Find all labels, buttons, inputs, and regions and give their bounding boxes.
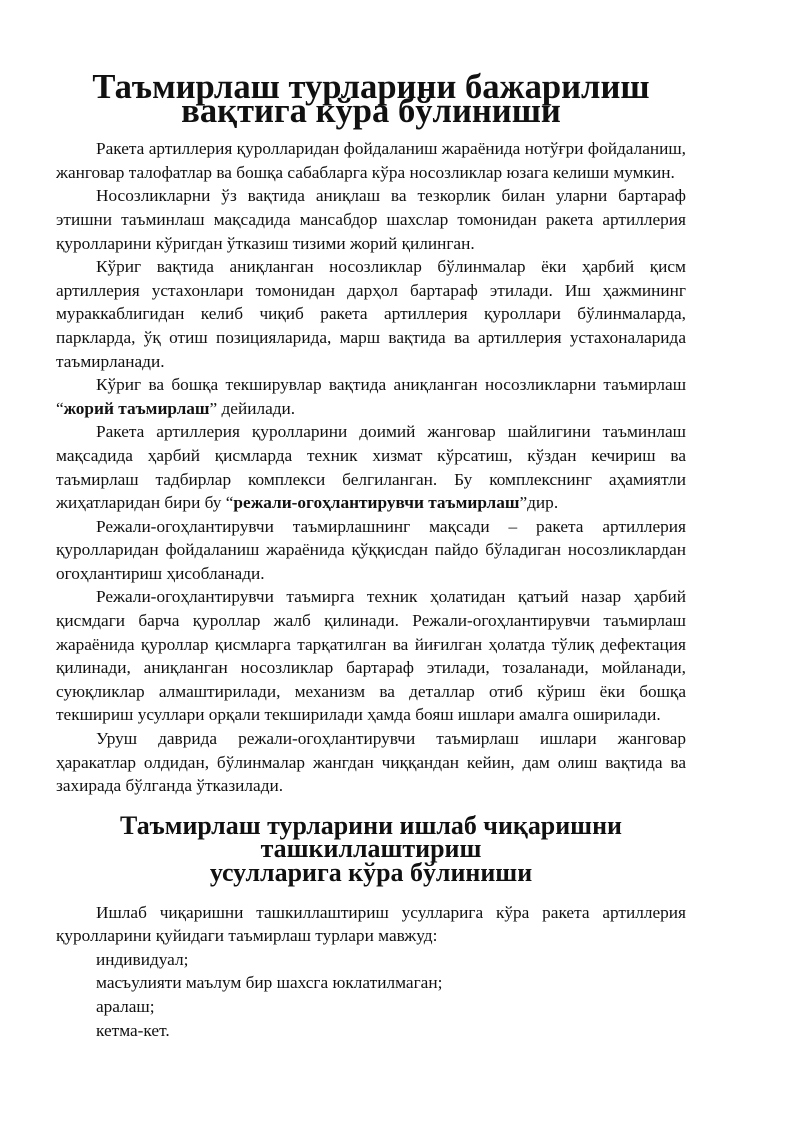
paragraph-1: Ракета артиллерия қуролларидан фойдаланиш жараёнида нотўғри фойдаланиш, жанговар талофатлар ва бошқа сабабларга кўра носозликлар юзага келиши мумкин. (56, 139, 686, 182)
term-current-repair: жорий таъмирлаш (63, 398, 210, 418)
term-planned-preventive-repair: режали-огоҳлантирувчи таъмирлаш (233, 493, 520, 513)
paragraph-5-text: Ракета артиллерия қуролларини доимий жанговар шайлигини таъминлаш мақсадида ҳарбий қисмларда техник хизмат кўрсатиш, кўздан кечириш ва таъмирлаш тадбирлар комплекси белгиланган. Бу комплекснинг аҳамиятли жиҳатларидан бири бу “ (56, 422, 686, 513)
section-2-title (56, 810, 686, 887)
list-item: аралаш; (96, 996, 155, 1016)
paragraph-4-end: ” дейилади. (209, 398, 296, 418)
repair-types-list (56, 948, 686, 1042)
paragraph-7: Режали-огоҳлантирувчи таъмирга техник ҳолатидан қатъий назар ҳарбий қисмдаги барча қуроллар жалб қилинади. Режали-огоҳлантирувчи таъмирлаш жараёнида қуроллар қисмларга тарқатилган ва йиғилган ҳолатда тўлиқ дефектация қилинади, аниқланган носозликлар бартараф этилади, тозаланади, мойланади, суюқликлар алмаштирилади, механизм ва деталлар отиб кўриш ёки бошқа текшириш усуллари орқали текширилади ҳамда бояш ишлари амалга оширилади. (56, 587, 686, 725)
paragraph-4-text: Кўриг ва бошқа текширувлар вақтида аниқланган носозликларни таъмирлаш “ (56, 375, 686, 418)
section-1-title: Таъмирлаш турларини бажарилиш вақтига кўра бўлиниши (92, 68, 650, 130)
list-item: индивидуал; (96, 949, 189, 969)
section-2-title-line-2: усулларига кўра бўлиниши (209, 858, 533, 887)
paragraph-4 (56, 373, 686, 420)
document-page (56, 0, 686, 1042)
paragraph-3: Кўриг вақтида аниқланган носозликлар бўлинмалар ёки ҳарбий қисм артиллерия устахонлари томонидан дарҳол бартараф этилади. Иш ҳажмининг мураккаблигидан келиб чиқиб ракета артиллерия қуроллари бўлинмаларда, паркларда, ўқ отиш позицияларида, марш вақтида ва артиллерия устахоналарида таъмирланади. (56, 257, 686, 371)
paragraph-8: Уруш даврида режали-огоҳлантирувчи таъмирлаш ишлари жанговар ҳаракатлар олдидан, бўлинмалар жангдан чиққандан кейин, дам олиш вақтида ва захирада бўлганда ўтказилади. (56, 729, 686, 796)
list-item: масъулияти маълум бир шахсга юклатилмаган; (96, 973, 443, 993)
paragraph-6: Режали-огоҳлантирувчи таъмирлашнинг мақсади – ракета артиллерия қуролларидан фойдаланиш жараёнида қўққисдан пайдо бўладиган носозликлардан огоҳлантириш ҳисобланади. (56, 516, 686, 583)
section-2-intro: Ишлаб чиқаришни ташкиллаштириш усулларига кўра ракета артиллерия қуролларини қуйидаги таъмирлаш турлари мавжуд: (56, 902, 686, 946)
paragraph-2: Носозликларни ўз вақтида аниқлаш ва тезкорлик билан уларни бартараф этишни таъминлаш мақсадида мансабдор шахслар томонидан ракета артиллерия қуролларини кўригдан ўтказиш тизими жорий қилинган. (56, 186, 686, 253)
paragraph-5-end: ”дир. (519, 493, 559, 513)
section-2-title-line-1: Таъмирлаш турларини ишлаб чиқаришни ташкиллаштириш (120, 810, 622, 864)
paragraph-5 (56, 420, 686, 514)
list-item: кетма-кет. (96, 1020, 170, 1040)
